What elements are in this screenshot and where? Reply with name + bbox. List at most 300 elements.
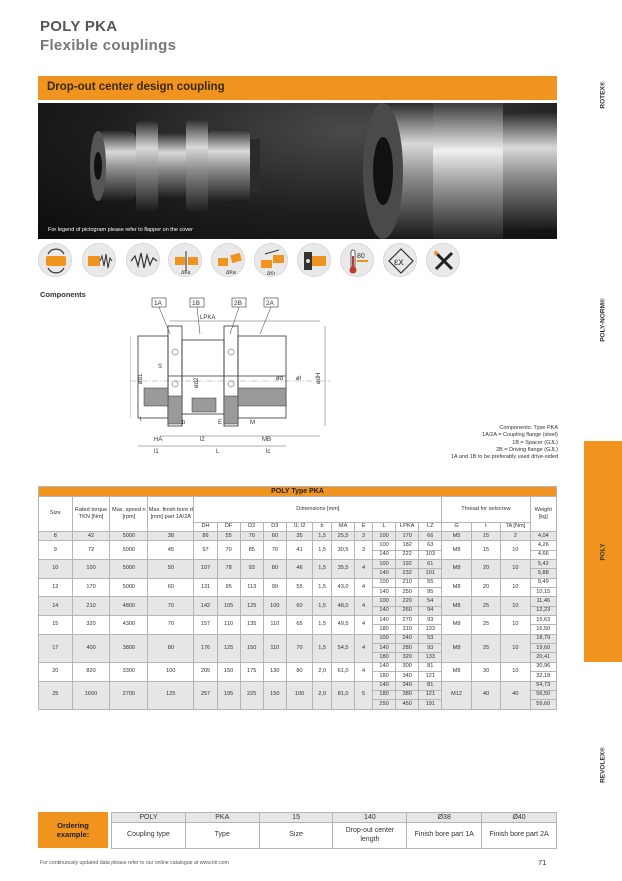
table-row xyxy=(39,578,557,587)
cell-weight: 30,96 xyxy=(530,662,556,671)
cell-df: 78 xyxy=(217,560,240,579)
header-weight: Weight [kg] xyxy=(530,497,556,532)
cell-df: 95 xyxy=(217,578,240,597)
cell-torque: 320 xyxy=(72,616,110,635)
cell-length: 300 xyxy=(396,662,419,671)
cell-length: 240 xyxy=(396,634,419,643)
cell-b: 1,5 xyxy=(313,597,332,616)
cell-size: 8 xyxy=(39,532,73,541)
cell-length: 250 xyxy=(396,588,419,597)
ordering-description-line: length xyxy=(360,835,380,843)
svg-text:ΔKw: ΔKw xyxy=(226,270,237,276)
header-speed: Max. speed n [rpm] xyxy=(110,497,148,532)
subheader-cell: b xyxy=(313,523,332,532)
cell-g: M8 xyxy=(442,578,471,597)
cell-g: M12 xyxy=(442,681,471,709)
cell-weight: 4,04 xyxy=(530,532,556,541)
side-tab-label: POLY-NORM® xyxy=(599,298,607,342)
cell-length: 140 xyxy=(373,616,396,625)
ordering-table xyxy=(111,812,557,849)
table-row xyxy=(39,634,557,643)
subheader-cell: DH xyxy=(194,523,217,532)
cell-b: 1,5 xyxy=(313,541,332,560)
cell-length: 100 xyxy=(373,597,396,606)
cell-size: 10 xyxy=(39,560,73,579)
cell-g: M5 xyxy=(442,532,471,541)
cell-length: 140 xyxy=(373,588,396,597)
cell-size: 15 xyxy=(39,616,73,635)
svg-text:ΔKr: ΔKr xyxy=(267,271,276,277)
table-caption: POLY Type PKA xyxy=(39,487,557,497)
cell-speed: 5000 xyxy=(110,541,148,560)
cell-length: 54 xyxy=(419,597,442,606)
cell-ma: 54,5 xyxy=(332,634,355,662)
cell-d2: 175 xyxy=(240,662,263,681)
cell-ta: 10 xyxy=(501,634,530,662)
cell-ma: 81,0 xyxy=(332,681,355,709)
cell-length: 222 xyxy=(396,550,419,559)
radial-displacement-icon xyxy=(126,243,160,277)
cell-length: 170 xyxy=(396,532,419,541)
cell-torque: 72 xyxy=(72,541,110,560)
cell-dh: 157 xyxy=(194,616,217,635)
ordering-value: 140 xyxy=(333,813,407,823)
cell-length: 121 xyxy=(419,672,442,681)
cell-bore: 60 xyxy=(148,578,194,597)
cell-weight: 11,46 xyxy=(530,597,556,606)
dim-ha: HA xyxy=(154,437,163,443)
cell-weight: 59,60 xyxy=(530,700,556,709)
table-row xyxy=(39,681,557,690)
product-photo xyxy=(38,103,557,239)
cell-length: 232 xyxy=(396,569,419,578)
table-row xyxy=(39,616,557,625)
side-tab-poly[interactable] xyxy=(584,441,622,662)
ordering-description xyxy=(112,823,186,849)
cell-weight: 15,63 xyxy=(530,616,556,625)
cell-bore: 45 xyxy=(148,541,194,560)
cell-dh: 97 xyxy=(194,541,217,560)
cell-length: 55 xyxy=(419,578,442,587)
callout-1b: 1B xyxy=(192,300,200,307)
cell-ma: 49,5 xyxy=(332,616,355,635)
cell-df: 70 xyxy=(217,541,240,560)
cell-speed: 3800 xyxy=(110,634,148,662)
table-row xyxy=(39,560,557,569)
cell-t: 20 xyxy=(471,560,500,579)
cell-b: 1,5 xyxy=(313,634,332,662)
torque-icon xyxy=(38,243,72,277)
cell-weight: 54,73 xyxy=(530,681,556,690)
components-legend xyxy=(451,425,558,461)
dim-dh: ødH xyxy=(316,372,322,384)
cell-torque: 210 xyxy=(72,597,110,616)
cell-dh: 176 xyxy=(194,634,217,662)
cell-t: 20 xyxy=(471,578,500,597)
cell-ta: 10 xyxy=(501,616,530,635)
cell-g: M8 xyxy=(442,634,471,662)
angular-displacement-icon xyxy=(211,243,245,277)
cell-weight: 5,88 xyxy=(530,569,556,578)
cell-length: 182 xyxy=(396,541,419,550)
ordering-value: Ø38 xyxy=(407,813,482,823)
page-subtitle: Flexible couplings xyxy=(40,37,177,54)
subheader-cell: l1; l2 xyxy=(286,523,312,532)
cell-speed: 5000 xyxy=(110,578,148,597)
legend-line: 1B = Spacer (GJL) xyxy=(512,439,558,446)
cell-b: 2,0 xyxy=(313,681,332,709)
technical-drawing xyxy=(130,296,440,466)
cell-l12: 55 xyxy=(286,578,312,597)
dim-m: M xyxy=(250,420,255,426)
cell-ta: 10 xyxy=(501,541,530,560)
cell-size: 9 xyxy=(39,541,73,560)
cell-e: 3 xyxy=(355,532,373,541)
cell-df: 110 xyxy=(217,616,240,635)
cell-d3: 70 xyxy=(263,541,286,560)
cell-d3: 100 xyxy=(263,597,286,616)
subheader-cell: t xyxy=(471,523,500,532)
cell-length: 94 xyxy=(419,606,442,615)
page-title: POLY PKA xyxy=(40,18,118,35)
page-number: 71 xyxy=(538,858,547,867)
cell-df: 150 xyxy=(217,662,240,681)
side-tab-poly-norm[interactable] xyxy=(584,280,622,360)
cell-torque: 100 xyxy=(72,560,110,579)
cell-length: 121 xyxy=(419,690,442,699)
cell-length: 140 xyxy=(373,681,396,690)
ordering-description-line: Type xyxy=(214,831,230,839)
axial-displacement-icon xyxy=(168,243,202,277)
dim-t: t xyxy=(140,417,142,423)
svg-text:ΔKa: ΔKa xyxy=(181,270,191,276)
cell-d2: 70 xyxy=(240,532,263,541)
dim-s: S xyxy=(158,364,163,370)
cell-length: 140 xyxy=(373,606,396,615)
cell-l12: 100 xyxy=(286,681,312,709)
cell-d2: 85 xyxy=(240,541,263,560)
cell-e: 4 xyxy=(355,634,373,662)
legend-line: 1A and 1B to be preferably used drive-sided xyxy=(450,454,558,461)
subheader-cell: LPKA xyxy=(396,523,419,532)
cell-b: 1,5 xyxy=(313,560,332,579)
cell-length: 93 xyxy=(419,616,442,625)
table-row xyxy=(39,597,557,606)
cell-d2: 113 xyxy=(240,578,263,597)
cell-l12: 35 xyxy=(286,532,312,541)
cell-weight: 10,15 xyxy=(530,588,556,597)
cell-weight: 9,49 xyxy=(530,578,556,587)
header-thread: Thread for setscrew xyxy=(442,497,530,523)
subheader-cell: LZ xyxy=(419,523,442,532)
cell-length: 180 xyxy=(373,653,396,662)
coupling-photo-illustration xyxy=(38,103,557,239)
ordering-example xyxy=(38,812,557,848)
cell-length: 192 xyxy=(396,560,419,569)
cell-length: 100 xyxy=(373,541,396,550)
cell-d2: 225 xyxy=(240,681,263,709)
cell-ta: 40 xyxy=(501,681,530,709)
cell-ma: 30,5 xyxy=(332,541,355,560)
cell-d3: 90 xyxy=(263,578,286,597)
cell-torque: 820 xyxy=(72,662,110,681)
footnote: For continuously updated data please refer to our online catalogue at www.ktr.com xyxy=(40,860,229,866)
callout-1a: 1A xyxy=(154,300,162,307)
subheader-cell: MA xyxy=(332,523,355,532)
no-lubrication-icon xyxy=(426,243,460,277)
ordering-label-line: Ordering xyxy=(57,821,89,830)
cell-length: 100 xyxy=(373,560,396,569)
cell-bore: 70 xyxy=(148,616,194,635)
cell-size: 14 xyxy=(39,597,73,616)
ordering-values-row xyxy=(112,813,557,823)
callout-2b: 2B xyxy=(234,300,242,307)
cell-length: 180 xyxy=(373,690,396,699)
cell-d2: 93 xyxy=(240,560,263,579)
cell-length: 210 xyxy=(396,578,419,587)
cell-ma: 35,5 xyxy=(332,560,355,579)
shaft-hub-icon xyxy=(297,243,331,277)
cell-speed: 4300 xyxy=(110,616,148,635)
cell-length: 100 xyxy=(373,634,396,643)
cell-length: 140 xyxy=(373,662,396,671)
cell-length: 380 xyxy=(396,690,419,699)
table-row xyxy=(39,532,557,541)
cell-speed: 4800 xyxy=(110,597,148,616)
cell-l12: 70 xyxy=(286,634,312,662)
cell-bore: 125 xyxy=(148,681,194,709)
cell-e: 4 xyxy=(355,597,373,616)
cell-speed: 3300 xyxy=(110,662,148,681)
cell-g: M8 xyxy=(442,560,471,579)
cell-df: 105 xyxy=(217,597,240,616)
cell-d3: 60 xyxy=(263,532,286,541)
cell-b: 1,5 xyxy=(313,578,332,597)
cell-length: 180 xyxy=(373,625,396,634)
cell-size: 20 xyxy=(39,662,73,681)
cell-size: 25 xyxy=(39,681,73,709)
cell-dh: 142 xyxy=(194,597,217,616)
cell-ma: 61,0 xyxy=(332,662,355,681)
side-tab-label: POLY xyxy=(599,542,607,561)
cell-t: 15 xyxy=(471,532,500,541)
cell-torque: 170 xyxy=(72,578,110,597)
legend-line: Components: Type PKA xyxy=(499,425,558,431)
cell-dh: 131 xyxy=(194,578,217,597)
cell-length: 280 xyxy=(396,644,419,653)
cell-weight: 19,60 xyxy=(530,644,556,653)
ordering-description xyxy=(482,823,557,849)
cell-length: 103 xyxy=(419,550,442,559)
cell-bore: 38 xyxy=(148,532,194,541)
cell-weight: 5,42 xyxy=(530,560,556,569)
ordering-description xyxy=(259,823,333,849)
dim-lc: lc xyxy=(266,449,271,455)
header-bore: Max. finish bore d [mm] part 1A/2A xyxy=(148,497,194,532)
cell-t: 25 xyxy=(471,597,500,616)
subheader-cell: D3 xyxy=(263,523,286,532)
cell-l12: 65 xyxy=(286,616,312,635)
cell-ta: 10 xyxy=(501,578,530,597)
side-tab-rotex[interactable] xyxy=(584,60,622,130)
cell-size: 17 xyxy=(39,634,73,662)
dim-lpka: LPKA xyxy=(200,315,216,321)
thermometer-value: 80 xyxy=(357,253,365,260)
atex-text: εx xyxy=(394,257,404,268)
dim-dl: øl xyxy=(296,376,301,382)
cell-g: M8 xyxy=(442,616,471,635)
cell-length: 191 xyxy=(419,700,442,709)
cell-ma: 43,0 xyxy=(332,578,355,597)
cell-length: 81 xyxy=(419,681,442,690)
subheader-cell: G xyxy=(442,523,471,532)
cell-bore: 100 xyxy=(148,662,194,681)
vibration-icon xyxy=(82,243,116,277)
cell-d2: 150 xyxy=(240,634,263,662)
ordering-value: 15 xyxy=(259,813,333,823)
cell-d3: 110 xyxy=(263,616,286,635)
cell-length: 340 xyxy=(396,681,419,690)
cell-t: 15 xyxy=(471,541,500,560)
cell-length: 180 xyxy=(373,672,396,681)
cell-length: 140 xyxy=(373,644,396,653)
cell-t: 30 xyxy=(471,662,500,681)
cell-l12: 46 xyxy=(286,560,312,579)
cell-length: 250 xyxy=(373,700,396,709)
cell-length: 140 xyxy=(373,569,396,578)
side-tab-label: REVOLEX® xyxy=(599,747,607,783)
cell-length: 61 xyxy=(419,560,442,569)
subheader-cell: E xyxy=(355,523,373,532)
section-banner-title: Drop-out center design coupling xyxy=(47,81,225,93)
cell-d2: 135 xyxy=(240,616,263,635)
ordering-description-line: Finish bore part 1A xyxy=(414,831,474,839)
ordering-value: POLY xyxy=(112,813,186,823)
cell-l12: 60 xyxy=(286,597,312,616)
cell-df: 55 xyxy=(217,532,240,541)
dim-l2: l2 xyxy=(200,437,205,443)
cell-torque: 1600 xyxy=(72,681,110,709)
cell-length: 270 xyxy=(396,616,419,625)
cell-dh: 107 xyxy=(194,560,217,579)
ordering-label-line: example: xyxy=(56,830,90,839)
dim-l: L xyxy=(216,449,220,455)
cell-ma: 48,0 xyxy=(332,597,355,616)
cell-dh: 205 xyxy=(194,662,217,681)
table-row xyxy=(39,662,557,671)
cell-torque: 400 xyxy=(72,634,110,662)
cell-speed: 2700 xyxy=(110,681,148,709)
cell-t: 40 xyxy=(471,681,500,709)
cell-bore: 50 xyxy=(148,560,194,579)
header-size: Size xyxy=(39,497,73,532)
cell-length: 100 xyxy=(373,578,396,587)
cell-d3: 150 xyxy=(263,681,286,709)
cell-d3: 80 xyxy=(263,560,286,579)
cell-ma: 25,5 xyxy=(332,532,355,541)
cell-e: 4 xyxy=(355,616,373,635)
cell-e: 4 xyxy=(355,662,373,681)
cell-length: 66 xyxy=(419,532,442,541)
cell-ta: 10 xyxy=(501,662,530,681)
ordering-description-line: Coupling type xyxy=(127,831,170,839)
cell-length: 93 xyxy=(419,644,442,653)
cell-g: M8 xyxy=(442,662,471,681)
dim-mb: MB xyxy=(262,437,271,443)
ordering-label xyxy=(38,812,108,848)
dim-b: b xyxy=(182,420,186,426)
cell-length: 53 xyxy=(419,634,442,643)
cell-length: 310 xyxy=(396,625,419,634)
subheader-cell: TA [Nm] xyxy=(501,523,530,532)
ordering-descriptions-row xyxy=(112,823,557,849)
cell-b: 2,0 xyxy=(313,662,332,681)
header-torque: Rated torque TKN [Nm] xyxy=(72,497,110,532)
dim-d: ød xyxy=(276,376,284,382)
cell-length: 220 xyxy=(396,597,419,606)
cell-weight: 20,41 xyxy=(530,653,556,662)
dim-e: E xyxy=(218,420,223,426)
cell-dh: 86 xyxy=(194,532,217,541)
cell-length: 81 xyxy=(419,662,442,671)
cell-t: 25 xyxy=(471,634,500,662)
cell-speed: 5000 xyxy=(110,560,148,579)
cell-length: 63 xyxy=(419,541,442,550)
dim-d2: ød2 xyxy=(194,377,200,388)
thermometer-icon xyxy=(340,243,374,277)
side-tab-revolex[interactable] xyxy=(584,730,622,800)
section-banner xyxy=(38,76,557,100)
radial-offset-icon xyxy=(254,243,288,277)
cell-ta: 2 xyxy=(501,532,530,541)
cell-df: 195 xyxy=(217,681,240,709)
cell-d3: 130 xyxy=(263,662,286,681)
cell-b: 1,5 xyxy=(313,532,332,541)
ordering-description-line: Drop-out center xyxy=(345,827,395,834)
ordering-description-line: Size xyxy=(289,831,303,839)
cell-length: 320 xyxy=(396,653,419,662)
ordering-description xyxy=(407,823,482,849)
cell-weight: 32,18 xyxy=(530,672,556,681)
cell-g: M8 xyxy=(442,597,471,616)
dim-l1: l1 xyxy=(154,449,159,455)
cell-length: 450 xyxy=(396,700,419,709)
cell-weight: 4,66 xyxy=(530,550,556,559)
header-dimensions: Dimensions [mm] xyxy=(194,497,442,523)
ordering-description xyxy=(185,823,259,849)
cell-bore: 80 xyxy=(148,634,194,662)
callout-2a: 2A xyxy=(266,300,274,307)
dim-d1: ød1 xyxy=(138,373,144,384)
subheader-cell: D2 xyxy=(240,523,263,532)
side-tab-label: ROTEX® xyxy=(599,81,607,109)
cell-e: 4 xyxy=(355,578,373,597)
cell-torque: 42 xyxy=(72,532,110,541)
cell-e: 3 xyxy=(355,541,373,560)
cell-weight: 18,79 xyxy=(530,634,556,643)
ordering-description-line: Finish bore part 2A xyxy=(489,831,549,839)
cell-length: 260 xyxy=(396,606,419,615)
cell-weight: 16,50 xyxy=(530,625,556,634)
legend-line: 2B = Driving flange (GJL) xyxy=(496,446,558,453)
cell-d2: 125 xyxy=(240,597,263,616)
subheader-cell: DF xyxy=(217,523,240,532)
components-label: Components xyxy=(40,290,86,299)
ordering-description xyxy=(333,823,407,849)
cell-l12: 41 xyxy=(286,541,312,560)
cell-g: M8 xyxy=(442,541,471,560)
cell-weight: 56,50 xyxy=(530,690,556,699)
